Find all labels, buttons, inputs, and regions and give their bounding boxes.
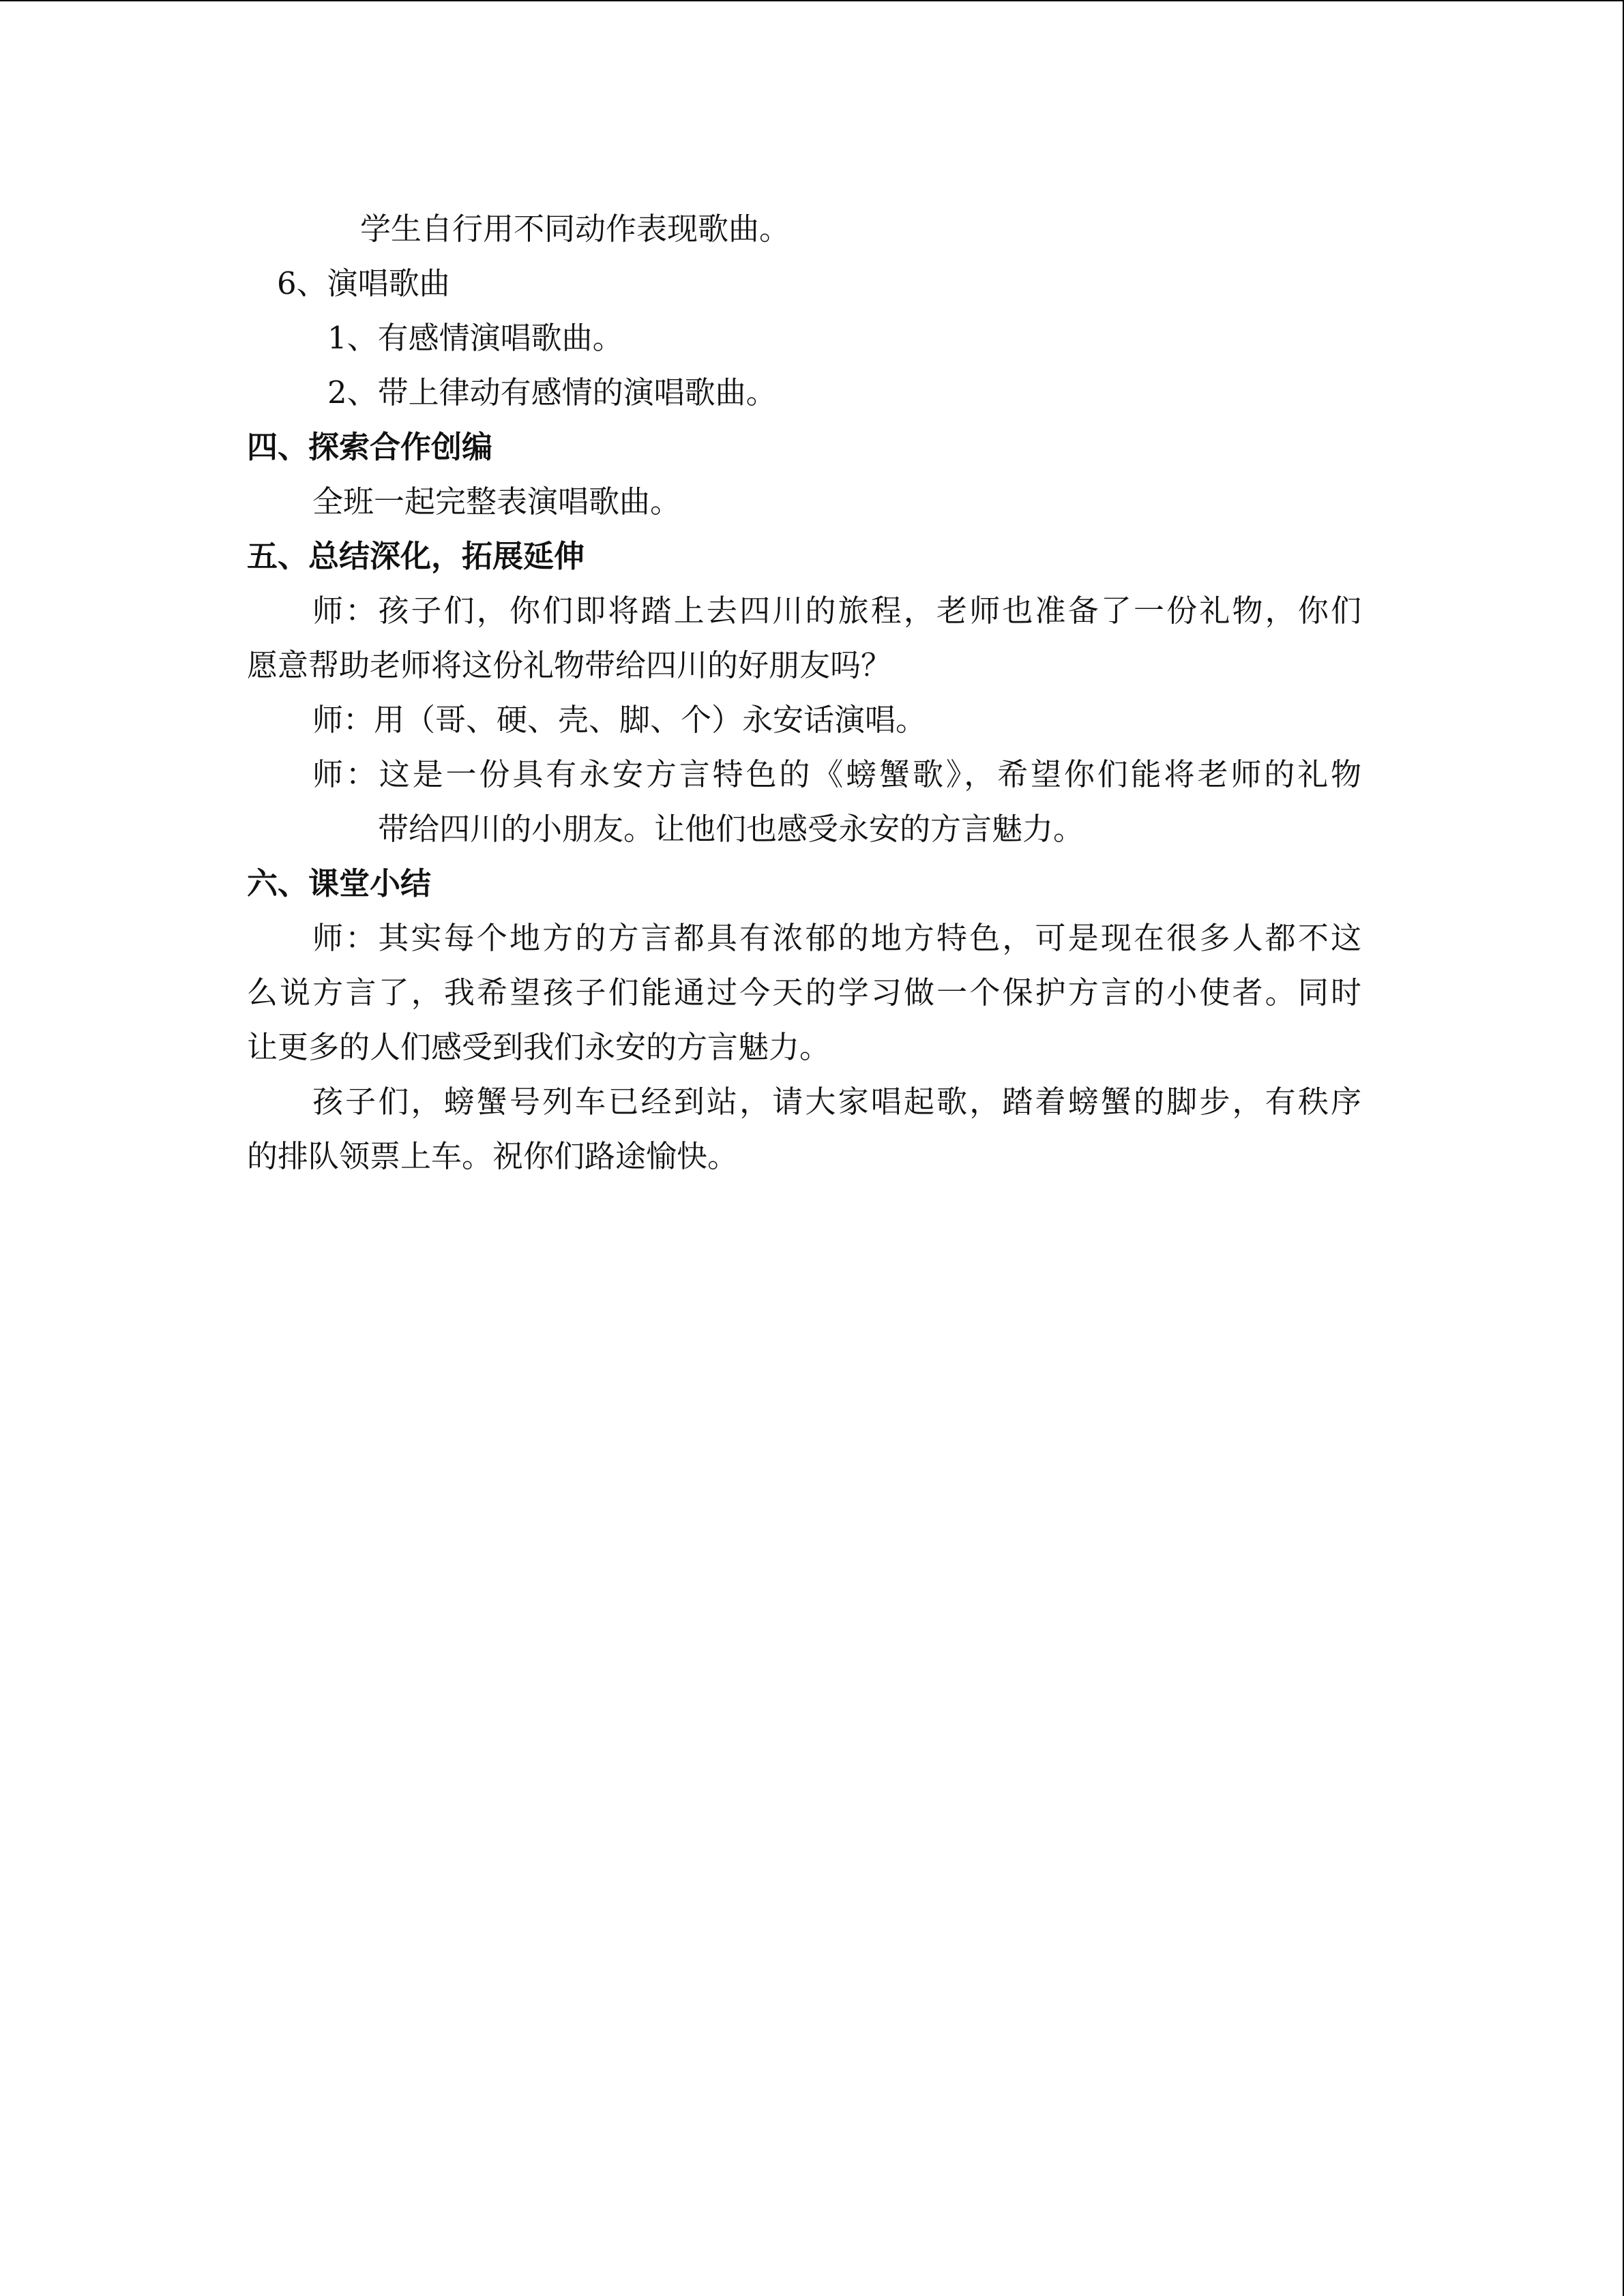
section-heading: 六、课堂小结 <box>247 865 432 901</box>
paragraph-line: 师：其实每个地方的方言都具有浓郁的地方特色，可是现在很多人都不这 <box>312 920 1361 956</box>
text-line: 学生自行用不同动作表现歌曲。 <box>360 211 791 247</box>
paragraph-line: 师：用（哥、硬、壳、脚、个）永安话演唱。 <box>312 702 927 738</box>
list-item: 1、有感情演唱歌曲。 <box>327 320 623 356</box>
paragraph-line: 带给四川的小朋友。让他们也感受永安的方言魅力。 <box>378 811 1084 847</box>
paragraph-line: 么说方言了，我希望孩子们能通过今天的学习做一个保护方言的小使者。同时 <box>247 974 1361 1011</box>
paragraph-line: 让更多的人们感受到我们永安的方言魅力。 <box>247 1029 831 1065</box>
section-heading: 五、总结深化，拓展延伸 <box>247 538 585 574</box>
paragraph-line: 师：孩子们，你们即将踏上去四川的旅程，老师也准备了一份礼物，你们 <box>312 593 1361 629</box>
paragraph-line: 愿意帮助老师将这份礼物带给四川的好朋友吗？ <box>247 647 892 683</box>
section-item: 6、演唱歌曲 <box>277 265 450 301</box>
paragraph-line: 师：这是一份具有永安方言特色的《螃蟹歌》，希望你们能将老师的礼物 <box>312 756 1361 792</box>
paragraph-line: 孩子们，螃蟹号列车已经到站，请大家唱起歌，踏着螃蟹的脚步，有秩序 <box>312 1084 1361 1120</box>
section-heading: 四、探索合作创编 <box>247 429 493 465</box>
list-item: 2、带上律动有感情的演唱歌曲。 <box>327 374 777 411</box>
text-line: 全班一起完整表演唱歌曲。 <box>312 483 681 520</box>
paragraph-line: 的排队领票上车。祝你们路途愉快。 <box>247 1138 739 1174</box>
